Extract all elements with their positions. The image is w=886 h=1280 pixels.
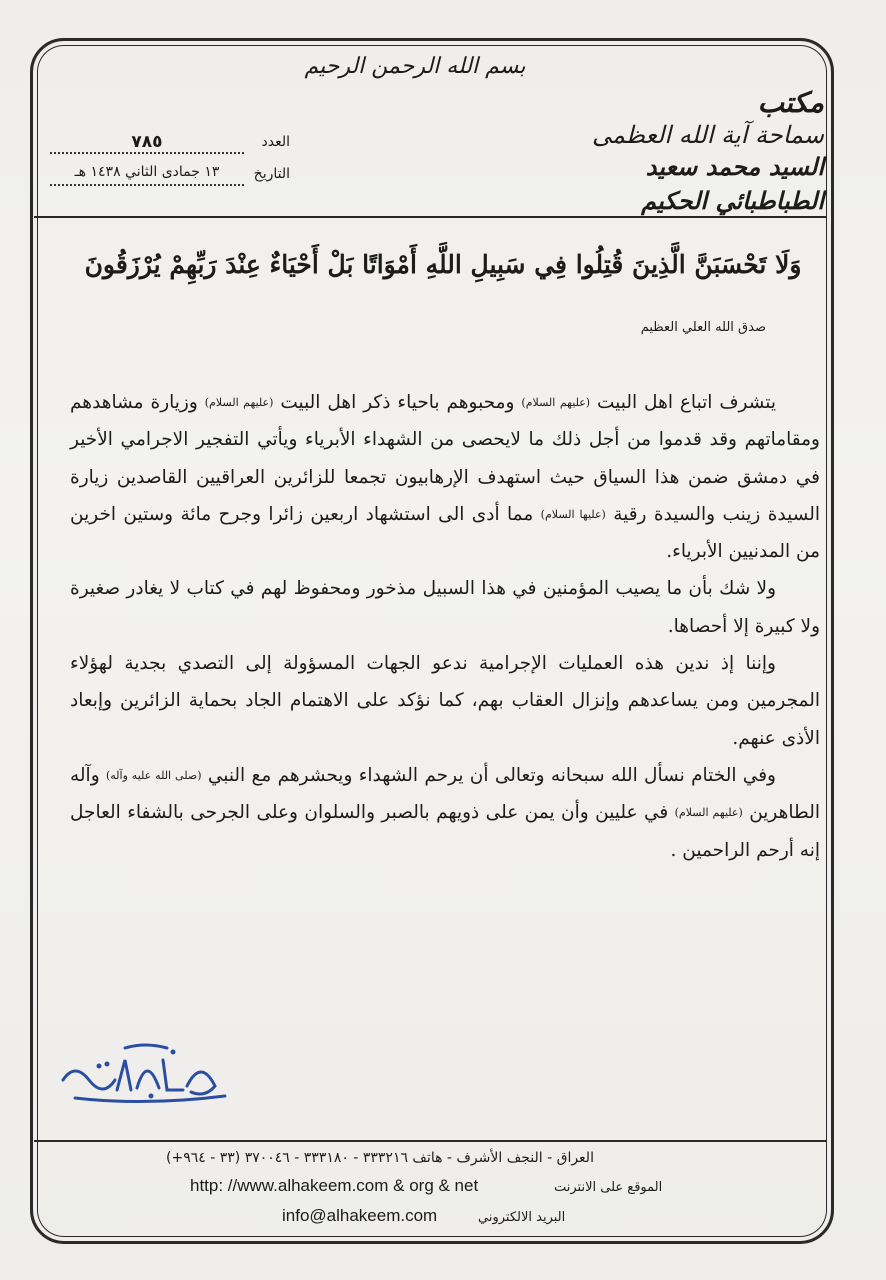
office-letterhead [564, 86, 824, 218]
stamp-graphic [55, 1040, 235, 1108]
text-run: مما أدى الى استشهاد اربعين زائرا وجرح مائة وستين اخرين من المدنيين الأبرياء. [70, 503, 820, 563]
date-value: ١٣ جمادى الثاني ١٤٣٨ هـ [50, 164, 244, 186]
paragraph-1 [70, 384, 820, 570]
text-run: وفي الختام نسأل الله سبحانه وتعالى أن يرحم الشهداء ويحشرهم مع النبي [207, 764, 776, 786]
verse-attribution: صدق الله العلي العظيم [640, 320, 766, 335]
date-label: التاريخ [253, 166, 290, 182]
office-rank: سماحة آية الله العظمى [591, 121, 824, 149]
footer-address: العراق - النجف الأشرف - هاتف ٣٣٣٢١٦ - ٣٣٣١٨٠ - ٣٧٠٠٤٦ (٣٣ - ٩٦٤+) [166, 1150, 594, 1166]
basmala: بسم الله الرحمن الرحيم [304, 54, 526, 79]
email-label: البريد الالكتروني [478, 1210, 566, 1225]
number-label: العدد [261, 134, 290, 150]
honorific: (عليهم السلام) [674, 806, 743, 820]
quran-verse: وَلَا تَحْسَبَنَّ الَّذِينَ قُتِلُوا فِي سَبِيلِ اللَّهِ أَمْوَاتًا بَلْ أَحْيَاءٌ عِنْدَ رَبِّهِمْ يُرْزَقُونَ [84, 250, 802, 279]
honorific: (صلى الله عليه وآله) [105, 768, 202, 782]
footer-divider [34, 1140, 826, 1142]
website-url[interactable]: http: //www.alhakeem.com & org & net [190, 1176, 479, 1195]
text-run: في عليين وأن يمن على ذويهم بالصبر والسلوان وعلى الجرحى بالشفاء العاجل إنه أرحم الراحمين . [70, 802, 820, 861]
paragraph-4 [70, 757, 820, 869]
honorific: (عليهم السلام) [521, 396, 591, 409]
office-title: مكتب [757, 86, 824, 119]
office-stamp [55, 1040, 235, 1108]
text-run: يتشرف اتباع اهل البيت [597, 392, 776, 413]
paragraph-3: وإننا إذ ندين هذه العمليات الإجرامية ندعو الجهات المسؤولة إلى التصدي بجدية لهؤلاء المجرمين ومن يساعدهم وإنزال العقاب بهم، كما نؤكد على الاهتمام الجاد بحماية الزائرين وإبعاد الأذى عنهم. [70, 653, 820, 749]
text-run: وزيارة مشاهدهم ومقاماتهم وقد قدموا من أجل ذلك ما لايحصى من الشهداء الأبرياء ويأتي التفجير الاجرامي الأخير في دمشق ضمن هذا السياق حيث استهدف الإرهابيون تجمعا للزائرين العراقيين القاصدين زيارة السيدة زينب والسيدة رقية [70, 392, 820, 525]
email-address[interactable]: info@alhakeem.com [282, 1206, 438, 1225]
letter-body [70, 384, 820, 869]
paragraph-2: ولا شك بأن ما يصيب المؤمنين في هذا السبيل مذخور ومحفوظ لهم في كتاب لا يغادر صغيرة ولا كبيرة إلا أحصاها. [70, 578, 820, 637]
text-run: ومحبوهم باحياء ذكر اهل البيت [280, 392, 515, 413]
website-label: الموقع على الانترنت [554, 1180, 663, 1195]
office-name: السيد محمد سعيد الطباطبائي الحكيم [641, 152, 824, 215]
honorific: (عليها السلام) [540, 507, 606, 521]
honorific: (عليهم السلام) [204, 396, 274, 409]
text-run: وآله الطاهرين [70, 764, 820, 824]
number-value: ٧٨٥ [50, 132, 244, 154]
